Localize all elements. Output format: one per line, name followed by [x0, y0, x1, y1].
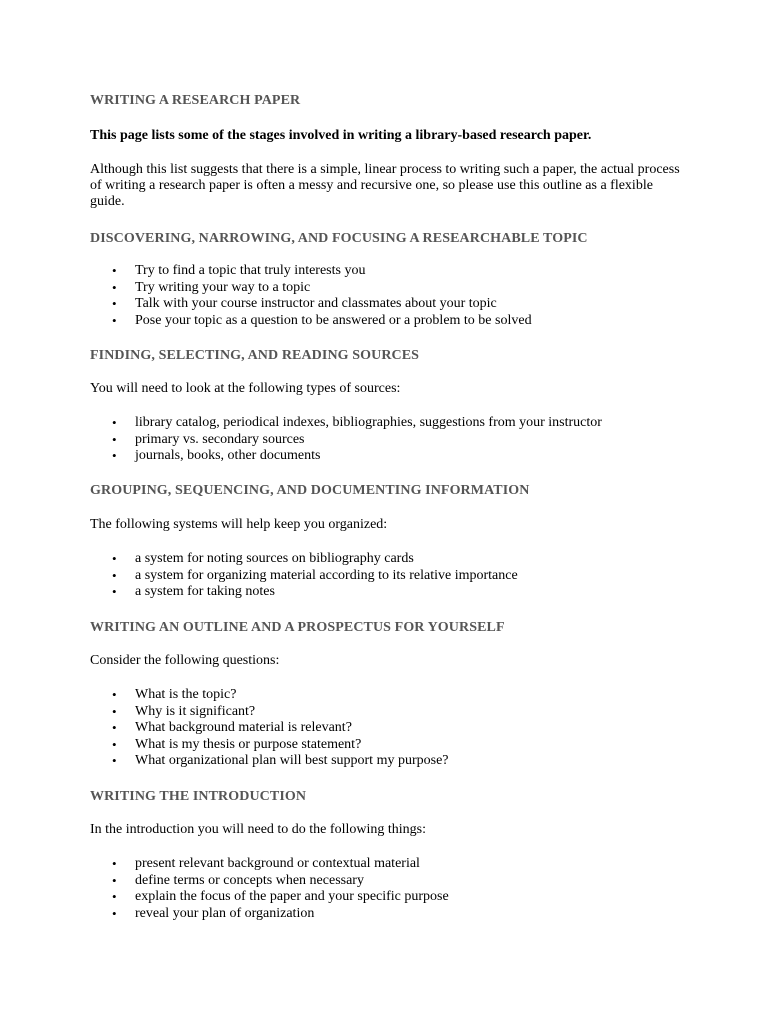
- bullet-list: [90, 687, 690, 770]
- bullet-icon: •: [112, 905, 117, 921]
- bullet-list: [90, 551, 690, 601]
- bullet-icon: •: [112, 431, 117, 447]
- list-item: • What organizational plan will best support my purpose?: [112, 753, 449, 768]
- list-item: • Talk with your course instructor and classmates about your topic: [112, 296, 497, 311]
- list-item: • Try to find a topic that truly interests you: [112, 263, 366, 278]
- bullet-icon: •: [112, 736, 117, 752]
- section-heading: FINDING, SELECTING, AND READING SOURCES: [90, 348, 420, 363]
- bullet-icon: •: [112, 753, 117, 768]
- bullet-icon: •: [112, 312, 117, 328]
- section-text: The following systems will help keep you organized:: [90, 517, 388, 532]
- list-item: • present relevant background or contextual material: [112, 856, 420, 871]
- bullet-icon: •: [112, 448, 117, 463]
- list-item: • explain the focus of the paper and your specific purpose: [112, 889, 449, 904]
- bullet-icon: •: [112, 415, 117, 430]
- bullet-icon: •: [112, 296, 117, 311]
- list-item: • a system for organizing material according to its relative importance: [112, 567, 518, 583]
- list-item: • What is the topic?: [112, 687, 237, 702]
- list-item: • reveal your plan of organization: [112, 905, 315, 921]
- list-item: • journals, books, other documents: [112, 448, 321, 463]
- bullet-icon: •: [112, 703, 117, 719]
- section-text: In the introduction you will need to do the following things:: [90, 822, 426, 837]
- list-item: • Try writing your way to a topic: [112, 279, 311, 295]
- bullet-icon: •: [112, 279, 117, 295]
- bullet-icon: •: [112, 872, 117, 888]
- lead-sentence: This page lists some of the stages involved in writing a library-based research paper.: [90, 128, 592, 143]
- bullet-icon: •: [112, 889, 117, 904]
- bullet-icon: •: [112, 687, 117, 702]
- bullet-list: [90, 415, 690, 465]
- section-heading: WRITING THE INTRODUCTION: [90, 789, 307, 804]
- list-item: • a system for noting sources on bibliography cards: [112, 551, 414, 566]
- list-item: • a system for taking notes: [112, 584, 275, 599]
- intro-paragraph: Although this list suggests that there is a simple, linear process to writing such a paper, the actual process of writing a research paper is often a messy and recursive one, so please use this outline as a flexible guide.: [90, 162, 680, 209]
- list-item: • What is my thesis or purpose statement?: [112, 736, 362, 752]
- list-item: • Pose your topic as a question to be answered or a problem to be solved: [112, 312, 532, 328]
- bullet-icon: •: [112, 567, 117, 583]
- list-item: • library catalog, periodical indexes, bibliographies, suggestions from your instructor: [112, 415, 602, 430]
- list-item: • What background material is relevant?: [112, 720, 352, 735]
- section-text: Consider the following questions:: [90, 653, 280, 668]
- document-title: WRITING A RESEARCH PAPER: [90, 93, 301, 108]
- section-heading: GROUPING, SEQUENCING, AND DOCUMENTING INFORMATION: [90, 483, 530, 498]
- list-item: • primary vs. secondary sources: [112, 431, 305, 447]
- section-heading: DISCOVERING, NARROWING, AND FOCUSING A RESEARCHABLE TOPIC: [90, 231, 588, 246]
- section-text: You will need to look at the following types of sources:: [90, 381, 401, 396]
- bullet-icon: •: [112, 856, 117, 871]
- list-item: • define terms or concepts when necessary: [112, 872, 364, 888]
- bullet-icon: •: [112, 720, 117, 735]
- bullet-list: [90, 856, 690, 922]
- bullet-icon: •: [112, 584, 117, 599]
- list-item: • Why is it significant?: [112, 703, 256, 719]
- bullet-list: [90, 263, 690, 329]
- bullet-icon: •: [112, 263, 117, 278]
- section-heading: WRITING AN OUTLINE AND A PROSPECTUS FOR YOURSELF: [90, 620, 505, 635]
- bullet-icon: •: [112, 551, 117, 566]
